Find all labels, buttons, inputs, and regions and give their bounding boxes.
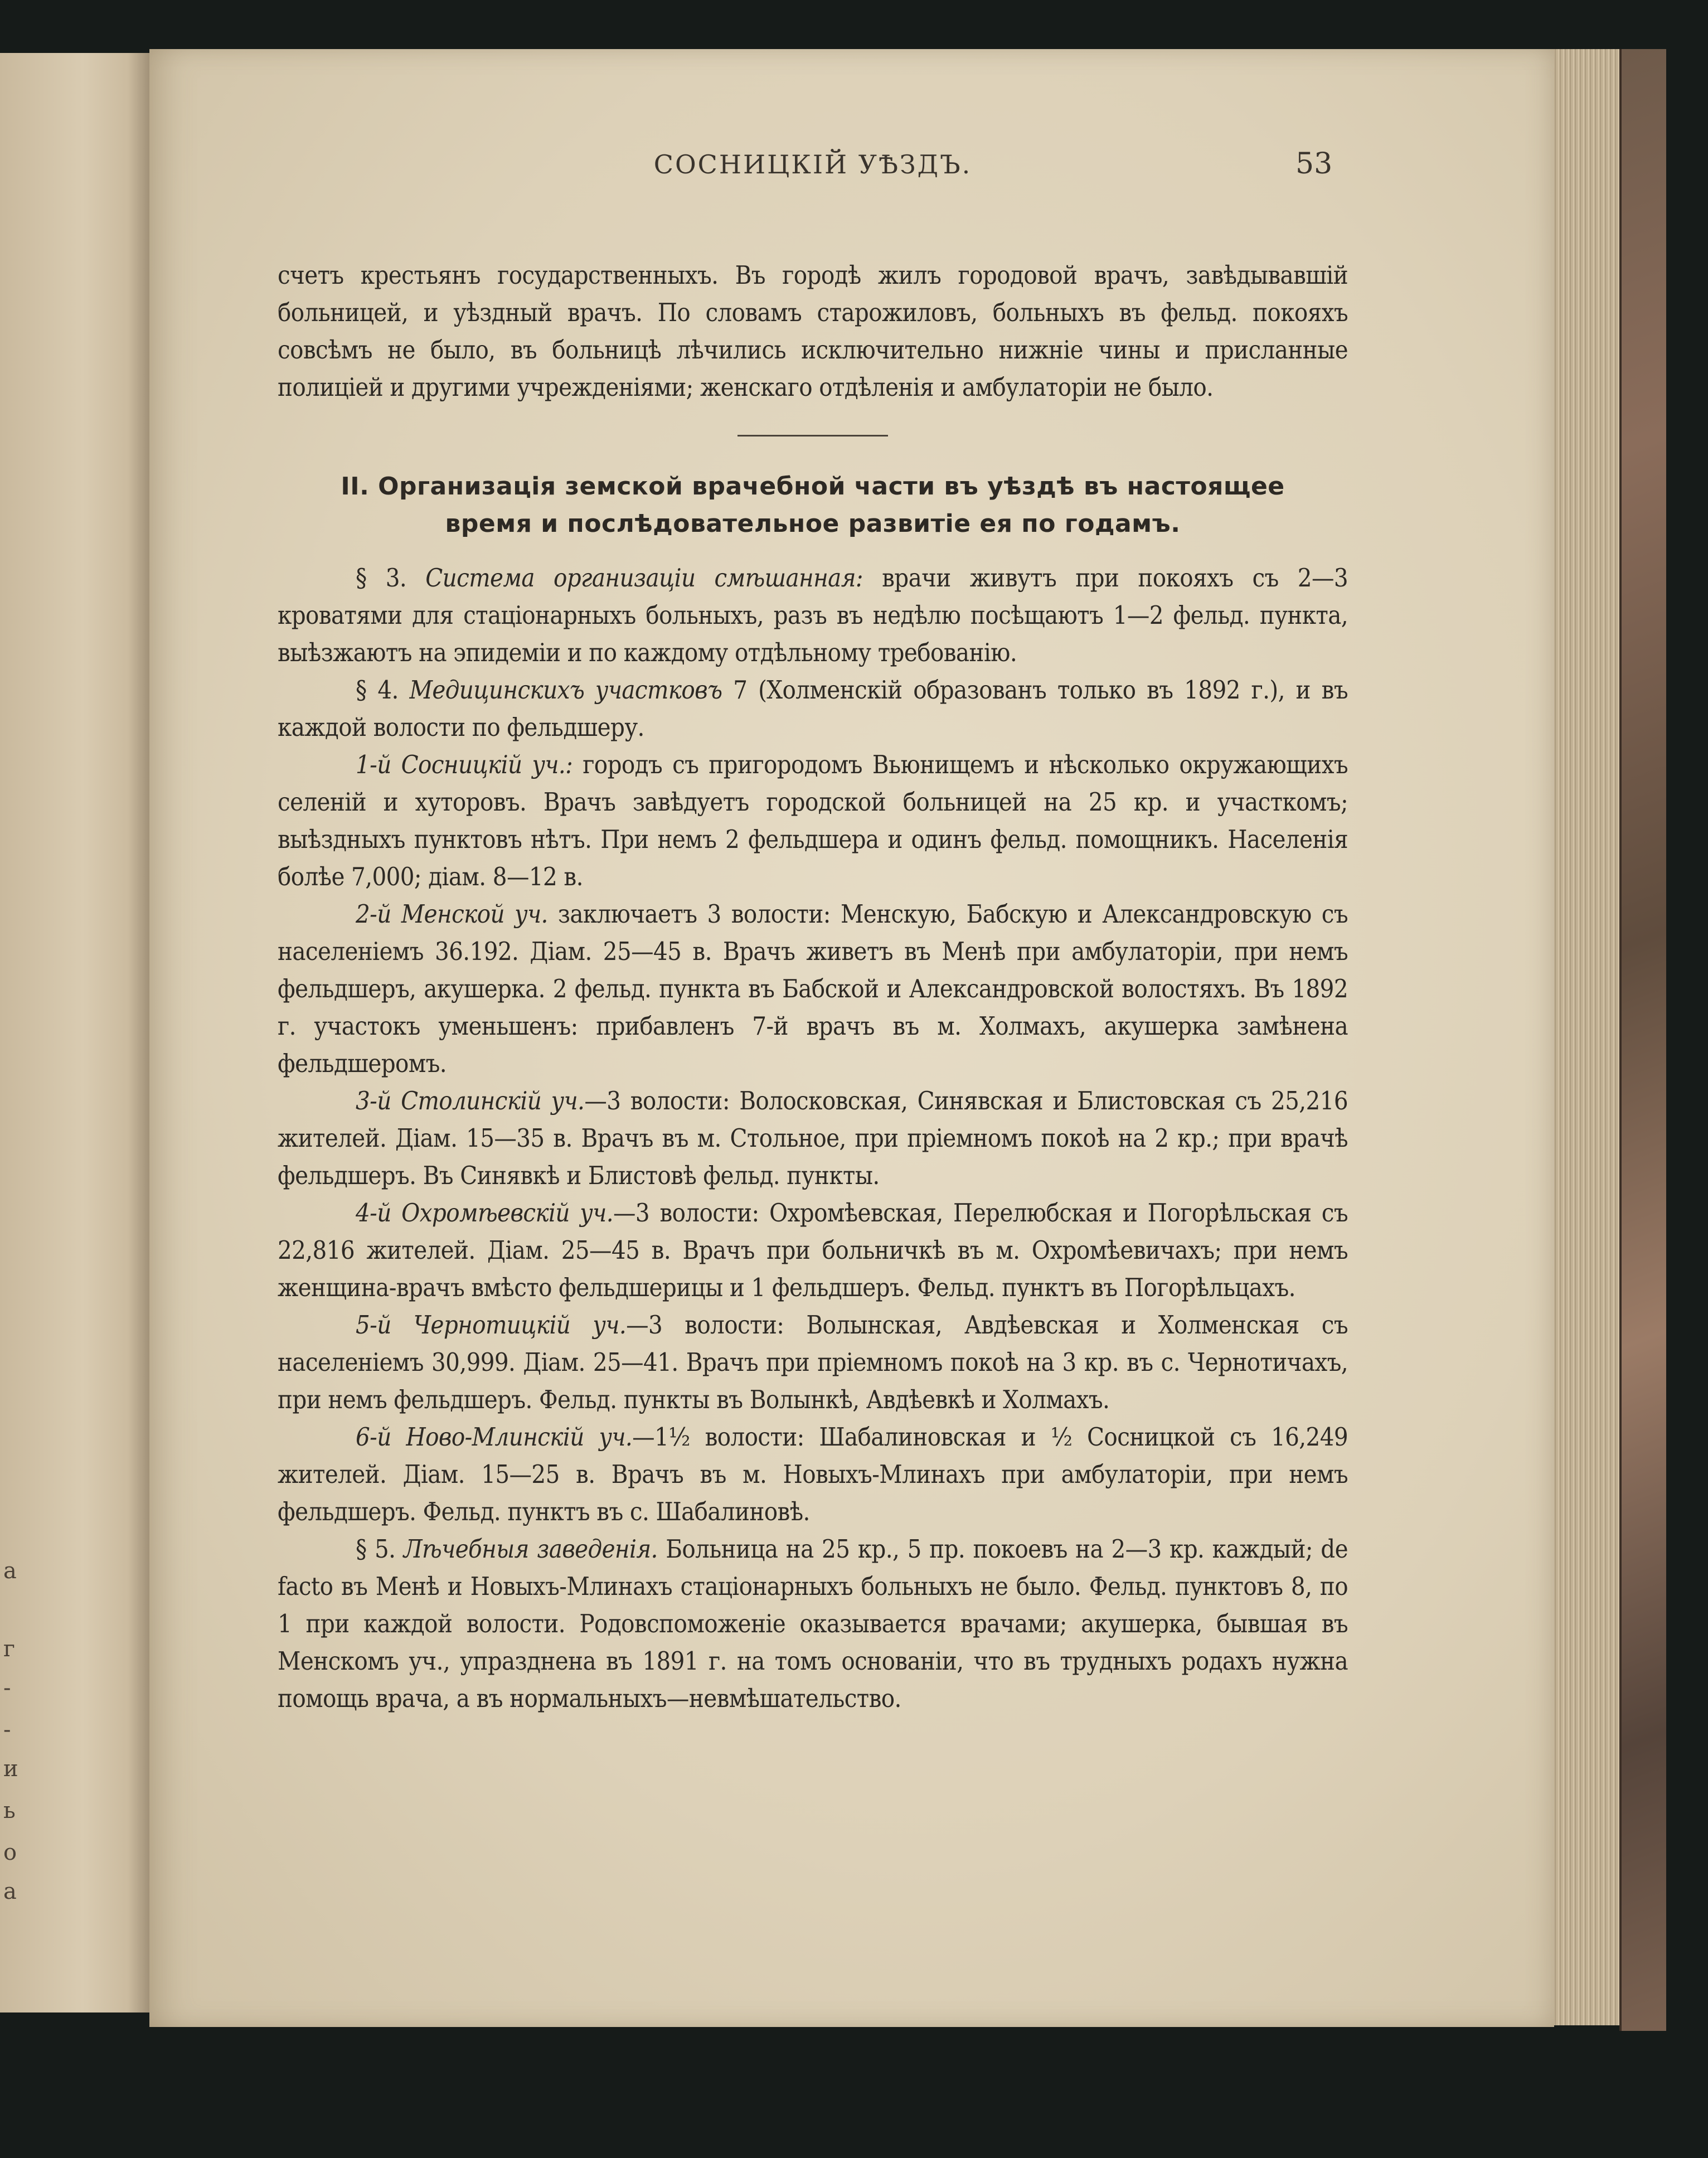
page-number: 53 [1295, 147, 1333, 181]
running-title: СОСНИЦКІЙ УѢЗДЪ. [653, 149, 972, 180]
paragraph-district-5 [278, 1306, 1348, 1418]
left-page-fragment: - [3, 1717, 11, 1743]
paragraph-lead: § 3. [356, 563, 426, 593]
paragraph-lead: § 4. [356, 675, 410, 705]
page-body [278, 256, 1348, 1717]
book-page-edges [1547, 49, 1625, 2025]
paragraph-emphasis: 1-й Сосницкій уч.: [356, 750, 573, 779]
left-page-fragment: а [3, 1879, 17, 1904]
paragraph-lead: § 5. [356, 1534, 404, 1564]
paragraph-district-2 [278, 895, 1348, 1082]
paragraph-district-4 [278, 1194, 1348, 1306]
paragraph-sec4 [278, 671, 1348, 746]
paragraph-district-1 [278, 746, 1348, 895]
paragraph-emphasis: 3-й Столинскій уч. [356, 1086, 585, 1116]
paragraph-emphasis: 2-й Менской уч. [356, 899, 548, 929]
left-page-fragment: г [3, 1636, 15, 1662]
paragraph-text: 7 (Холменскій образованъ только въ 1892 г.), и въ каждой волости по фельдшеру. [278, 675, 1348, 742]
paragraph-district-6 [278, 1418, 1348, 1530]
left-page-fragment: - [3, 1675, 11, 1701]
left-page-fragment: и [3, 1756, 18, 1782]
paragraph-text: —3 волости: Охромѣевская, Перелюбская и Погорѣльская съ 22,816 жителей. Діам. 25—45 в. Врачъ при больничкѣ въ м. Охромѣевичахъ; при немъ женщина-врачъ вмѣсто фельдшерицы и 1 фельдшеръ. Фельд. пунктъ въ Погорѣльцахъ. [278, 1198, 1348, 1302]
paragraph-text: —1½ волости: Шабалиновская и ½ Сосницкой съ 16,249 жителей. Діам. 15—25 в. Врачъ въ м. Новыхъ-Млинахъ при амбулаторіи, при немъ фельдшеръ. Фельд. пунктъ въ с. Шабалиновѣ. [278, 1422, 1348, 1526]
book-page [149, 49, 1554, 2027]
intro-paragraph: счетъ крестьянъ государственныхъ. Въ городѣ жилъ городовой врачъ, завѣдывавшій больницей, и уѣздный врачъ. По словамъ старожиловъ, больныхъ въ фельд. покояхъ совсѣмъ не было, въ больницѣ лѣчились исключительно нижніе чины и присланные полиціей и другими учрежденіями; женскаго отдѣленія и амбулаторіи не было. [278, 260, 1348, 402]
paragraph-sec5 [278, 1530, 1348, 1717]
left-page-fragment: ь [3, 1798, 16, 1824]
paragraph-emphasis: 4-й Охромѣевскій уч. [356, 1198, 613, 1228]
paragraph-emphasis: Медицинскихъ участковъ [409, 675, 722, 705]
section-heading: II. Организація земской врачебной части въ уѣздѣ въ настоящее время и послѣдовательное развитіе ея по годамъ. [341, 472, 1285, 538]
paragraph-text: —3 волости: Волынская, Авдѣевская и Холменская съ населеніемъ 30,999. Діам. 25—41. Врачъ при пріемномъ покоѣ на 3 кр. въ с. Чернотичахъ, при немъ фельдшеръ. Фельд. пункты въ Волынкѣ, Авдѣевкѣ и Холмахъ. [278, 1310, 1348, 1414]
marbled-cover [1619, 49, 1666, 2031]
paragraph-district-3 [278, 1082, 1348, 1194]
paragraph-emphasis: 6-й Ново-Млинскій уч. [356, 1422, 633, 1452]
paragraph-text: городъ съ пригородомъ Вьюнищемъ и нѣсколько окружающихъ селеній и хуторовъ. Врачъ завѣдуетъ городской больницей на 25 кр. и участкомъ; выѣздныхъ пунктовъ нѣтъ. При немъ 2 фельдшера и одинъ фельд. помощникъ. Населенія болѣе 7,000; діам. 8—12 в. [278, 750, 1348, 891]
paragraph-text: —3 волости: Волосковская, Синявская и Блистовская съ 25,216 жителей. Діам. 15—35 в. Врачъ въ м. Стольное, при пріемномъ покоѣ на 2 кр.; при врачѣ фельдшеръ. Въ Синявкѣ и Блистовѣ фельд. пункты. [278, 1086, 1348, 1190]
paragraph-text: врачи живутъ при покояхъ съ 2—3 кроватями для стаціонарныхъ больныхъ, разъ въ недѣлю посѣщаютъ 1—2 фельд. пункта, выѣзжаютъ на эпидеміи и по каждому отдѣльному требованію. [278, 563, 1348, 667]
paragraph-emphasis: Система организаціи смѣшанная: [425, 563, 863, 593]
paragraph-text: заключаетъ 3 волости: Менскую, Бабскую и Александровскую съ населеніемъ 36.192. Діам. 25—45 в. Врачъ живетъ въ Менѣ при амбулаторіи, при немъ фельдшеръ, акушерка. 2 фельд. пункта въ Бабской и Александровской волостяхъ. Въ 1892 г. участокъ уменьшенъ: прибавленъ 7-й врачъ въ м. Холмахъ, акушерка замѣнена фельдшеромъ. [278, 899, 1348, 1078]
paragraph-text: Больница на 25 кр., 5 пр. покоевъ на 2—3 кр. каждый; de facto въ Менѣ и Новыхъ-Млинахъ стаціонарныхъ больныхъ не было. Фельд. пунктовъ 8, по 1 при каждой волости. Родовспоможеніе оказывается врачами; акушерка, бывшая въ Менскомъ уч., упразднена въ 1891 г. на томъ основаніи, что въ трудныхъ родахъ нужна помощь врача, а въ нормальныхъ—невмѣшательство. [278, 1534, 1348, 1713]
left-page-fragment: о [3, 1840, 17, 1865]
paragraph-sec3 [278, 559, 1348, 671]
paragraph-emphasis: 5-й Чернотицкій уч. [356, 1310, 627, 1340]
section-divider [737, 435, 888, 437]
left-facing-page [0, 53, 151, 2012]
left-page-fragment: а [3, 1558, 17, 1584]
paragraph-emphasis: Лѣчебныя заведенія. [403, 1534, 658, 1564]
